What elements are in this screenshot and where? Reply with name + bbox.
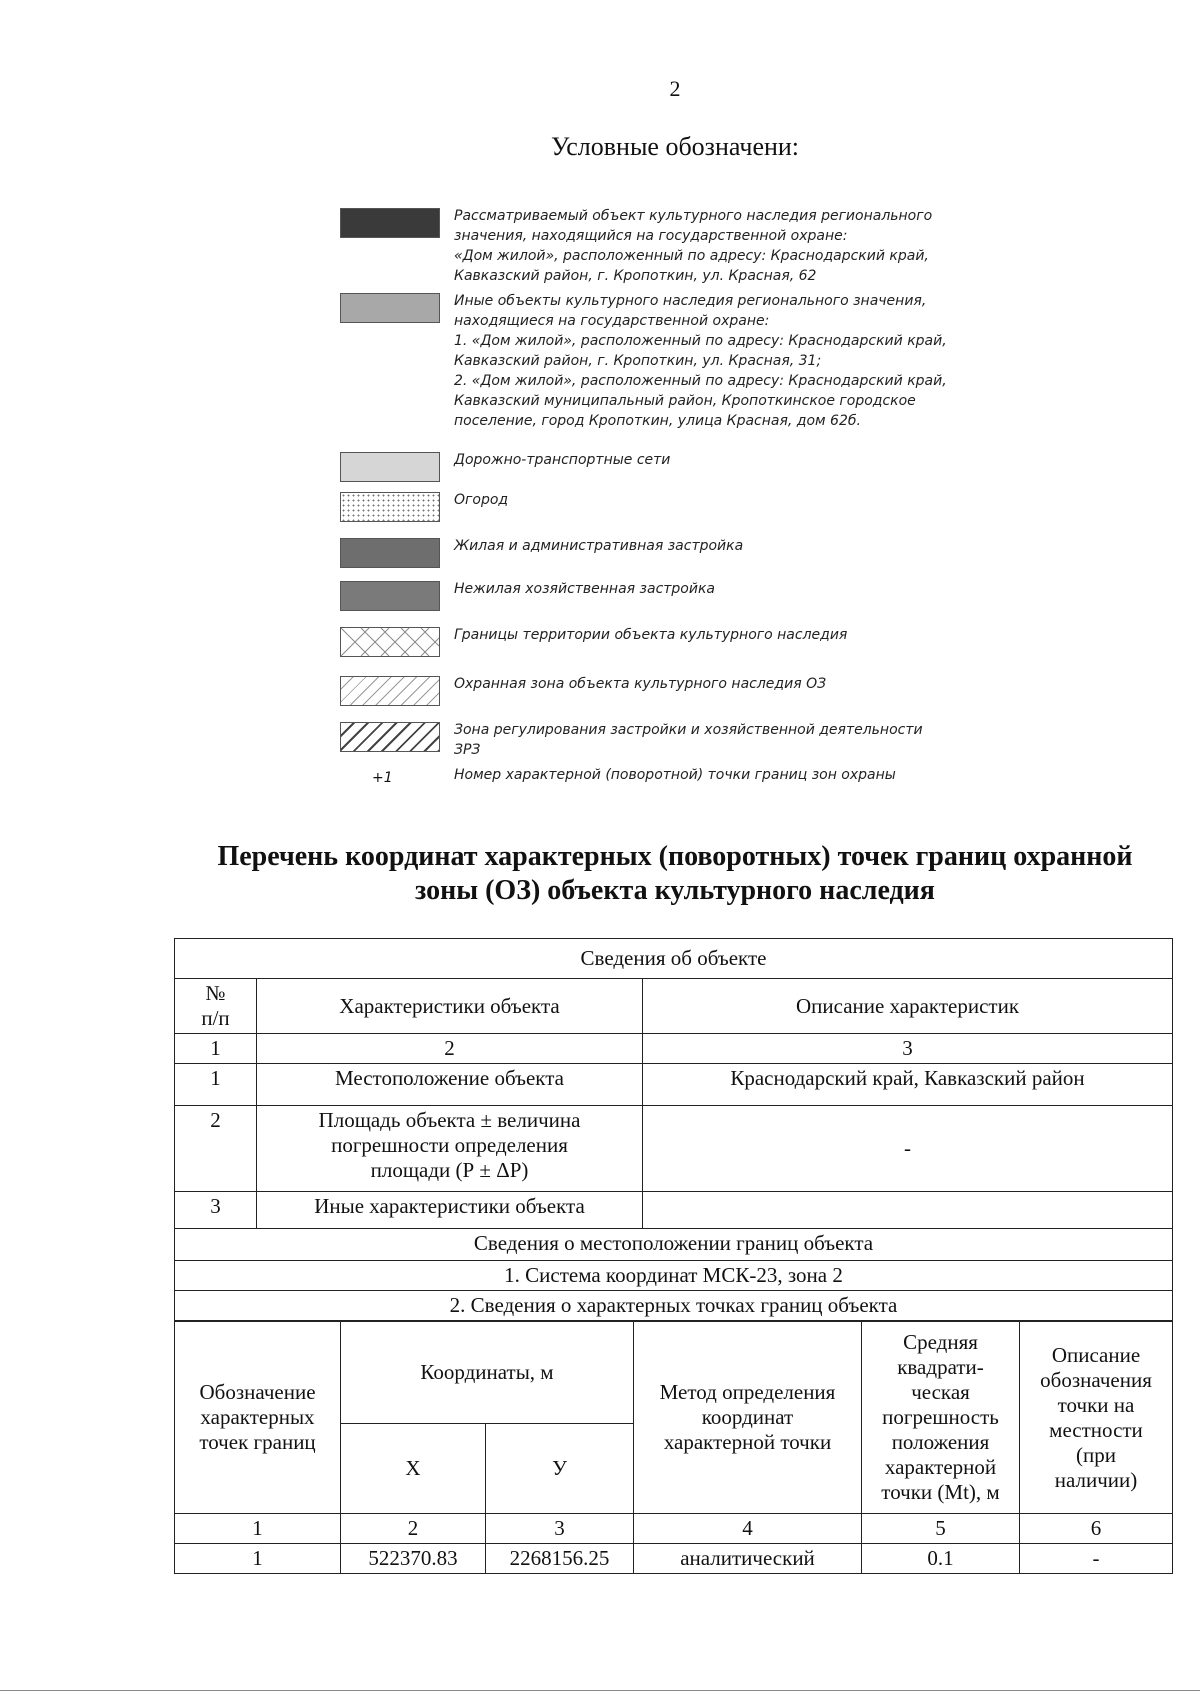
col-number: 4 bbox=[634, 1514, 862, 1544]
col-header-characteristics: Характеристики объекта bbox=[257, 979, 643, 1034]
object-info-table bbox=[174, 938, 1173, 1321]
col-number: 2 bbox=[341, 1514, 486, 1544]
crosshatch-swatch-icon bbox=[340, 627, 440, 657]
dotted-swatch-icon bbox=[340, 492, 440, 522]
table-row: 3 Иные характеристики объекта bbox=[175, 1192, 1173, 1229]
col-number: 1 bbox=[175, 1514, 341, 1544]
col-number: 5 bbox=[862, 1514, 1020, 1544]
dark-fill-swatch-icon bbox=[340, 208, 440, 238]
col-header-x: X bbox=[341, 1424, 486, 1514]
col-header-method: Метод определения координат характерной точки bbox=[634, 1322, 862, 1514]
col-number: 3 bbox=[643, 1034, 1173, 1064]
col-header-point-description: Описание обозначения точки на местности (при наличии) bbox=[1020, 1322, 1173, 1514]
col-header-number: № п/п bbox=[175, 979, 257, 1034]
page-bottom-edge bbox=[0, 1690, 1200, 1691]
points-table bbox=[174, 1321, 1173, 1574]
col-number: 2 bbox=[257, 1034, 643, 1064]
page-number: 2 bbox=[669, 76, 681, 101]
col-number: 1 bbox=[175, 1034, 257, 1064]
light-hatch-swatch-icon bbox=[340, 676, 440, 706]
nonresidential-swatch-icon bbox=[340, 581, 440, 611]
col-header-point: Обозначение характерных точек границ bbox=[175, 1322, 341, 1514]
col-header-coordinates: Координаты, м bbox=[341, 1322, 634, 1424]
table-row: 2 Площадь объекта ± величина погрешности определения площади (Р ± ΔР) - bbox=[175, 1106, 1173, 1192]
coordinate-system: 1. Система координат МСК-23, зона 2 bbox=[175, 1261, 1173, 1291]
points-section-title: 2. Сведения о характерных точках границ объекта bbox=[175, 1291, 1173, 1321]
coordinates-list-title: Перечень координат характерных (поворотных) точек границ охранной зоны (ОЗ) объекта культурного наследия bbox=[217, 841, 1133, 906]
gray-fill-swatch-icon bbox=[340, 293, 440, 323]
table-row: 1 Местоположение объекта Краснодарский край, Кавказский район bbox=[175, 1064, 1173, 1106]
dark-hatch-swatch-icon bbox=[340, 722, 440, 752]
col-header-y: У bbox=[486, 1424, 634, 1514]
residential-swatch-icon bbox=[340, 538, 440, 568]
object-info-header: Сведения об объекте bbox=[175, 939, 1173, 979]
point-marker-icon: +1 bbox=[372, 770, 393, 786]
light-fill-swatch-icon bbox=[340, 452, 440, 482]
col-header-description: Описание характеристик bbox=[643, 979, 1173, 1034]
boundary-section-title: Сведения о местоположении границ объекта bbox=[175, 1229, 1173, 1261]
col-number: 6 bbox=[1020, 1514, 1173, 1544]
table-row: 1 522370.83 2268156.25 аналитический 0.1 - bbox=[175, 1544, 1173, 1574]
col-header-error: Средняя квадрати- ческая погрешность положения характерной точки (Mt), м bbox=[862, 1322, 1020, 1514]
legend-title: Условные обозначени: bbox=[550, 132, 800, 161]
col-number: 3 bbox=[486, 1514, 634, 1544]
